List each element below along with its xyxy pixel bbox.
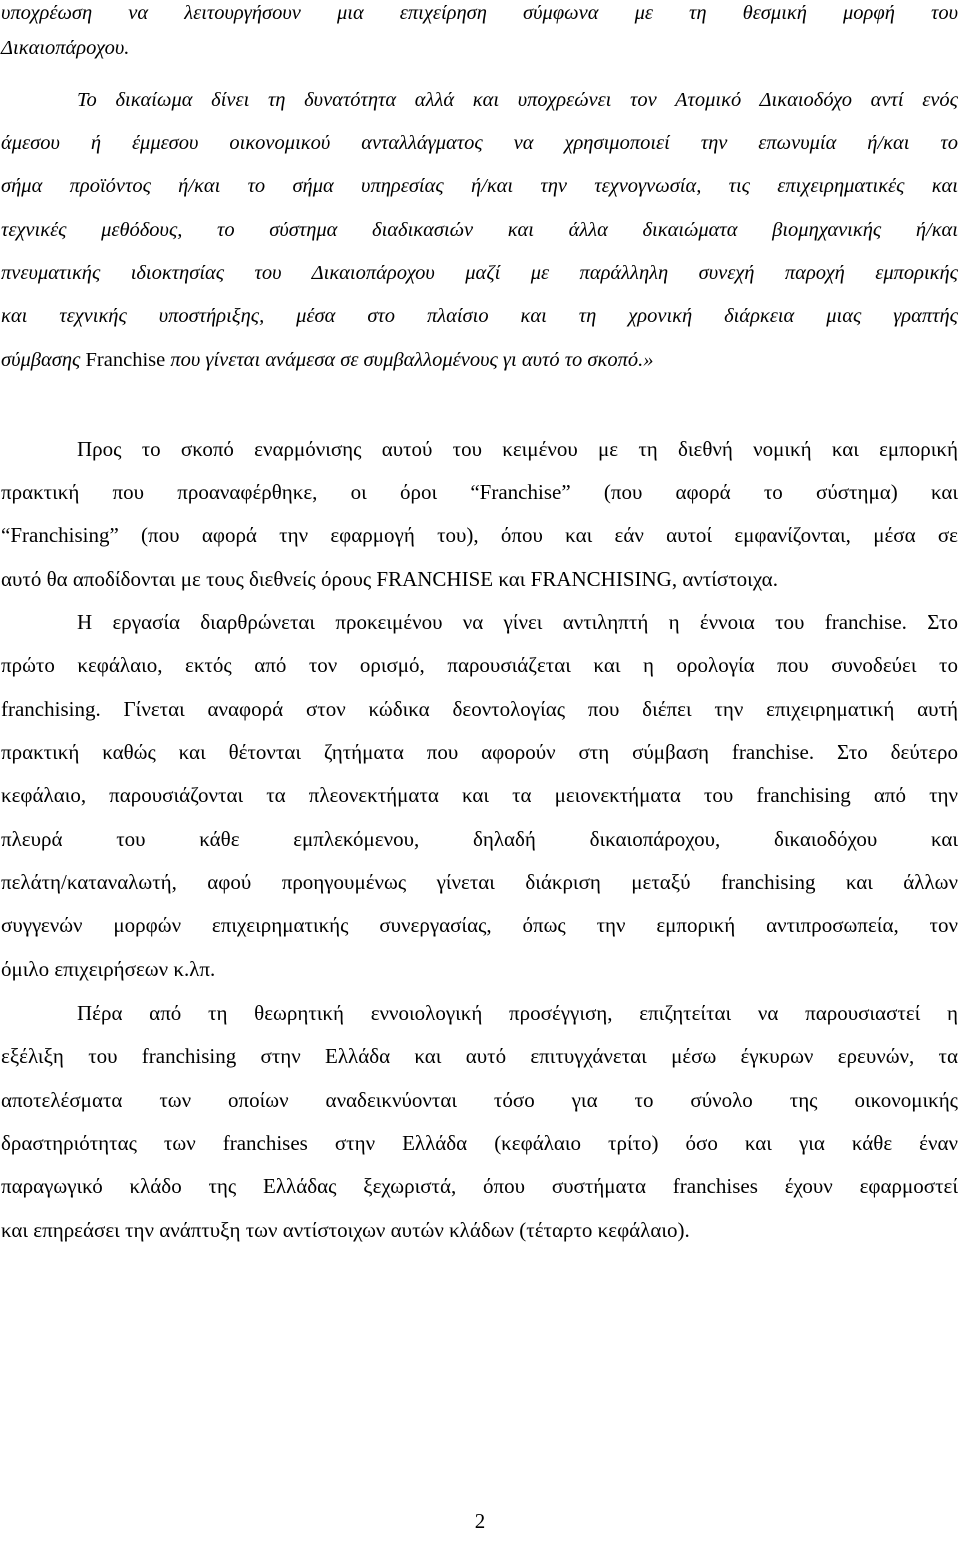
quote-line: και τεχνικής υποστήριξης, μέσα στο πλαίσιο και τη χρονική διάρκεια μιας γραπτής	[1, 305, 958, 327]
paragraph-line: συγγενών μορφών επιχειρηματικής συνεργασίας, όπως την εμπορική αντιπροσωπεία, τον	[1, 913, 958, 937]
paragraph-line: πρακτική που προαναφέρθηκε, οι όροι “Franchise” (που αφορά το σύστημα) και	[1, 480, 958, 504]
paragraph-line: όμιλο επιχειρήσεων κ.λπ.	[1, 957, 216, 981]
paragraph-line: πρακτική καθώς και θέτονται ζητήματα που αφορούν στη σύμβαση franchise. Στο δεύτερο	[1, 740, 958, 764]
quote-line: σήμα προϊόντος ή/και το σήμα υπηρεσίας ή/και την τεχνογνωσία, τις επιχειρηματικές και	[1, 175, 958, 197]
paragraph-line: δραστηριότητας των franchises στην Ελλάδα (κεφάλαιο τρίτο) όσο και για κάθε έναν	[1, 1131, 958, 1155]
paragraph-line: Η εργασία διαρθρώνεται προκειμένου να γίνει αντιληπτή η έννοια του franchise. Στο	[77, 610, 958, 634]
paragraph-line: πρώτο κεφάλαιο, εκτός από τον ορισμό, παρουσιάζεται και η ορολογία που συνοδεύει το	[1, 653, 958, 677]
quote-line: Το δικαίωμα δίνει τη δυνατότητα αλλά και υποχρεώνει τον Ατομικό Δικαιοδόχο αντί ενός	[77, 89, 958, 111]
quote-last-line	[1, 347, 958, 373]
paragraph-line: εξέλιξη του franchising στην Ελλάδα και αυτό επιτυγχάνεται μέσω έγκυρων ερευνών, τα	[1, 1044, 958, 1068]
paragraph-line: Πέρα από τη θεωρητική εννοιολογική προσέγγιση, επιζητείται να παρουσιαστεί η	[77, 1001, 958, 1025]
quote-text: σύμβασης	[1, 349, 86, 371]
quote-text: που γίνεται ανάμεσα σε συμβαλλομένους γι αυτό το σκοπό.»	[165, 349, 654, 371]
quote-line: άμεσου ή έμμεσου οικονομικού ανταλλάγματος να χρησιμοποιεί την επωνυμία ή/και το	[1, 132, 958, 154]
paragraph-line: franchising. Γίνεται αναφορά στον κώδικα δεοντολογίας που διέπει την επιχειρηματική αυτή	[1, 697, 958, 721]
quote-line: πνευματικής ιδιοκτησίας του Δικαιοπάροχου μαζί με παράλληλη συνεχή παροχή εμπορικής	[1, 262, 958, 284]
quote-line: υποχρέωση να λειτουργήσουν μια επιχείρηση σύμφωνα με τη θεσμική μορφή του	[1, 2, 958, 24]
quote-line: τεχνικές μεθόδους, το σύστημα διαδικασιών και άλλα δικαιώματα βιομηχανικής ή/και	[1, 219, 958, 241]
paragraph-line: παραγωγικό κλάδο της Ελλάδας ξεχωριστά, όπου συστήματα franchises έχουν εφαρμοστεί	[1, 1174, 958, 1198]
paragraph-line: “Franchising” (που αφορά την εφαρμογή του), όπου και εάν αυτοί εμφανίζονται, μέσα σε	[1, 523, 958, 547]
paragraph-line: Προς το σκοπό εναρμόνισης αυτού του κειμένου με τη διεθνή νομική και εμπορική	[77, 437, 958, 461]
quote-line: Δικαιοπάροχου.	[1, 37, 130, 59]
franchise-term: Franchise	[85, 349, 166, 371]
paragraph-line: πελάτη/καταναλωτή, αφού προηγουμένως γίνεται διάκριση μεταξύ franchising και άλλων	[1, 870, 958, 894]
paragraph-line: κεφάλαιο, παρουσιάζονται τα πλεονεκτήματα και τα μειονεκτήματα του franchising από την	[1, 783, 958, 807]
paragraph-line: αποτελέσματα των οποίων αναδεικνύονται τόσο για το σύνολο της οικονομικής	[1, 1088, 958, 1112]
paragraph-line: και επηρεάσει την ανάπτυξη των αντίστοιχων αυτών κλάδων (τέταρτο κεφάλαιο).	[1, 1218, 690, 1242]
paragraph-line: αυτό θα αποδίδονται με τους διεθνείς όρους FRANCHISE και FRANCHISING, αντίστοιχα.	[1, 567, 778, 591]
paragraph-line: πλευρά του κάθε εμπλεκόμενου, δηλαδή δικαιοπάροχου, δικαιοδόχου και	[1, 827, 958, 851]
page-number: 2	[474, 1509, 486, 1533]
